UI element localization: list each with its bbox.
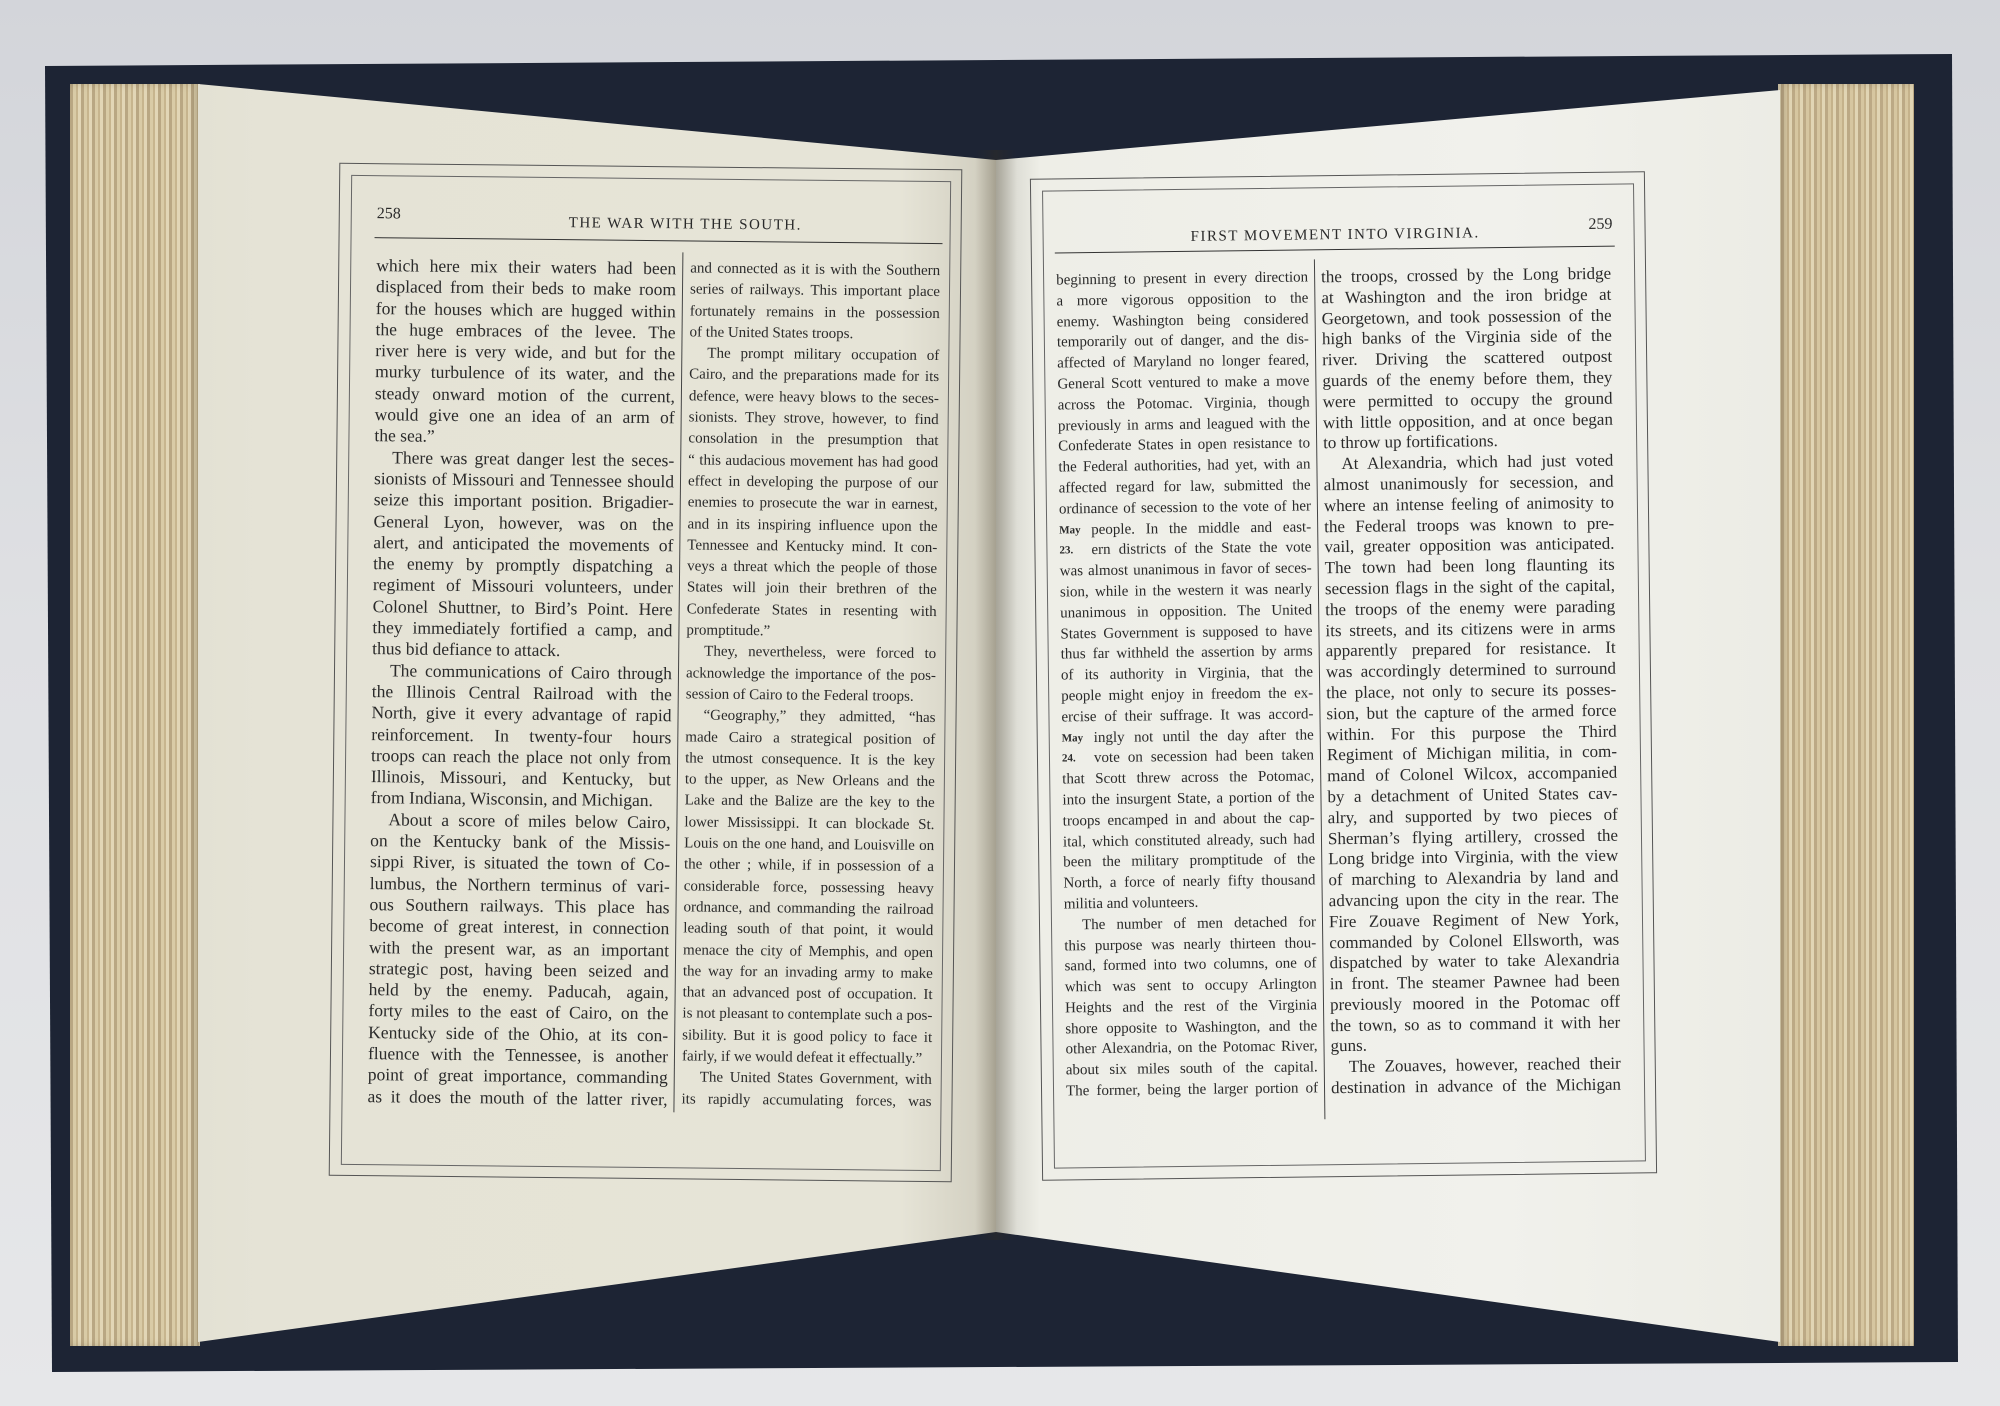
- text-line: effect in developing the purpose of our: [687, 473, 939, 493]
- text-line: held by the enemy. Paducah, again,: [368, 979, 669, 1003]
- text-line: dispatched by water to take Alexandria: [1329, 949, 1620, 973]
- text-line: from Indiana, Wisconsin, and Michigan.: [370, 787, 654, 811]
- text-line: 24. vote on secession had been taken: [1062, 746, 1314, 770]
- text-line: within. For this purpose the Third: [1326, 721, 1617, 744]
- text-line: strategic post, having been seized and: [368, 957, 669, 982]
- text-line: enemies to prosecute the war in earnest,: [687, 494, 938, 514]
- text-line: a more vigorous opposition to the: [1056, 290, 1309, 310]
- text-line: and connected as it is with the Southern: [690, 260, 941, 280]
- text-line: Georgetown, and took possession of the: [1321, 305, 1612, 328]
- text-line: and in its inspiring influence upon the: [687, 515, 938, 535]
- text-line: of the United States troops.: [689, 324, 854, 343]
- text-line: menace the city of Memphis, and open: [683, 941, 934, 961]
- text-line: The town had been long flaunting its: [1324, 554, 1615, 578]
- text-line: the town, so as to command it with her: [1330, 1012, 1621, 1035]
- margin-note: 24.: [1061, 752, 1076, 765]
- text-line: the place, not only to secure its posses-: [1326, 679, 1617, 703]
- text-line: General Scott ventured to make a move: [1057, 373, 1310, 393]
- text-line: defence, were heavy blows to the seces-: [688, 388, 939, 407]
- text-line: Kentucky side of the Ohio, at its con-: [368, 1021, 669, 1045]
- text-line: sibility. But it is good policy to face it: [682, 1027, 933, 1046]
- text-line: the sea.”: [374, 425, 435, 447]
- text-line: the Federal authorities, had yet, with an: [1058, 456, 1311, 476]
- text-line: guns.: [1330, 1036, 1368, 1056]
- text-line: North, a force of nearly fifty thousand: [1063, 872, 1316, 892]
- text-line: The United States Government, with: [699, 1069, 932, 1089]
- text-line: About a score of miles below Cairo,: [388, 809, 671, 832]
- text-line: seize this important position. Brigadier-: [373, 489, 674, 513]
- text-line: apparently prepared for resistance. It: [1325, 638, 1616, 661]
- text-line: series of railways. This important place: [689, 281, 941, 301]
- text-line: people might enjoy in freedom the ex-: [1061, 685, 1314, 705]
- right-page-content: [1030, 171, 1658, 1181]
- text-line: river. Driving the scattered outpost: [1322, 346, 1613, 370]
- text-line: for the houses which are hugged within: [375, 297, 676, 321]
- margin-note: May: [1061, 731, 1084, 744]
- text-line: consolation in the presumption that: [688, 430, 939, 450]
- text-line: considerable force, possessing heavy: [683, 878, 934, 897]
- text-line: secession flags in the sight of the capital,: [1324, 575, 1616, 599]
- text-line: on the Kentucky bank of the Missis-: [370, 830, 671, 854]
- text-line: beginning to present in every direction: [1056, 269, 1309, 289]
- text-line: veys a threat which the people of those: [687, 558, 938, 578]
- text-line: sionists of Missouri and Tennessee should: [373, 468, 675, 492]
- running-head: THE WAR WITH THE SOUTH.: [568, 215, 803, 234]
- text-line: previously moored in the Potomac off: [1329, 991, 1621, 1015]
- text-line: “Geography,” they admitted, “has: [703, 707, 936, 727]
- margin-note: May: [1059, 523, 1081, 537]
- text-line: point of great importance, commanding: [367, 1064, 668, 1088]
- text-line: which here mix their waters had been: [376, 255, 677, 279]
- text-line: fairly, if we would defeat it effectually.”: [681, 1048, 923, 1067]
- text-line: sion, while in the western it was nearly: [1059, 581, 1313, 601]
- text-line: Tennessee and Kentucky mind. It con-: [687, 537, 938, 556]
- text-line: The communications of Cairo through: [389, 659, 673, 683]
- page-number: 258: [376, 205, 401, 223]
- text-line: The Zouaves, however, reached their: [1348, 1053, 1621, 1077]
- text-line: thus bid defiance to attack.: [372, 638, 561, 661]
- text-line: affected of Maryland no longer feared,: [1057, 352, 1310, 372]
- text-line: the troops, crossed by the Long bridge: [1320, 263, 1612, 287]
- text-line: river here is very wide, and but for the: [375, 340, 676, 364]
- text-line: regiment of Missouri volunteers, under: [372, 574, 673, 598]
- text-line: States Government is supposed to have: [1060, 622, 1313, 643]
- text-line: ital, which constituted already, such had: [1062, 830, 1316, 850]
- text-line: as it does the mouth of the latter river,: [367, 1085, 668, 1109]
- text-line: May people. In the middle and east-: [1059, 517, 1311, 541]
- text-line: its rapidly accumulating forces, was: [681, 1090, 932, 1110]
- text-line: ous Southern railways. This place has: [369, 894, 670, 918]
- text-line: the way for an invading army to make: [682, 963, 933, 982]
- text-column-2: [1321, 264, 1621, 1099]
- text-line: other Alexandria, on the Potomac River,: [1065, 1038, 1318, 1058]
- text-line: At Alexandria, which had just voted: [1341, 450, 1614, 474]
- text-line: thus far withheld the assertion by arms: [1060, 643, 1313, 663]
- text-line: alry, and supported by two pieces of: [1327, 804, 1618, 827]
- text-line: become of great interest, in connection: [369, 915, 670, 939]
- text-line: The number of men detached for: [1081, 914, 1317, 933]
- text-line: Regiment of Michigan militia, in com-: [1326, 741, 1618, 765]
- text-line: lumbus, the Northern terminus of vari-: [369, 872, 670, 896]
- text-line: to throw up fortifications.: [1323, 431, 1498, 453]
- text-line: by a detachment of United States cav-: [1327, 783, 1618, 807]
- text-line: Heights and the rest of the Virginia: [1064, 997, 1318, 1017]
- text-line: session of Cairo to the Federal troops.: [685, 686, 914, 705]
- text-line: were permitted to occupy the ground: [1322, 388, 1613, 412]
- text-line: that an advanced post of occupation. It: [682, 984, 933, 1004]
- text-line: mand of Colonel Wilcox, accompanied: [1327, 762, 1618, 786]
- text-line: lower Mississippi. It can blockade St.: [684, 814, 935, 833]
- text-line: Fire Zouave Regiment of New York,: [1328, 908, 1620, 931]
- text-line: acknowledge the importance of the pos-: [685, 665, 937, 684]
- text-line: is not pleasant to contemplate such a pos-: [682, 1005, 933, 1025]
- text-line: The former, being the larger portion of: [1065, 1080, 1319, 1100]
- text-line: made Cairo a strategical position of: [685, 728, 936, 748]
- text-line: that Scott threw across the Potomac,: [1062, 768, 1315, 788]
- text-line: the huge embraces of the levee. The: [375, 319, 676, 343]
- text-column-1: [1056, 267, 1318, 1102]
- text-line: North, give it every advantage of rapid: [371, 702, 672, 726]
- text-line: They, nevertheless, were forced to: [704, 643, 937, 663]
- text-line: in front. The steamer Pawnee had been: [1329, 970, 1620, 994]
- text-line: sion, but the capture of the armed force: [1326, 700, 1617, 723]
- text-line: the enemy by promptly dispatching a: [373, 553, 674, 577]
- text-line: its streets, and its citizens were in arms: [1325, 617, 1616, 640]
- text-line: fortunately remains in the possession: [689, 303, 940, 322]
- running-head: FIRST MOVEMENT INTO VIRGINIA.: [1190, 225, 1480, 245]
- text-line: The prompt military occupation of: [707, 345, 940, 365]
- text-line: sand, formed into two columns, one of: [1064, 955, 1317, 975]
- text-line: the troops of the enemy were parading: [1325, 596, 1616, 619]
- page-edges-right: [1778, 84, 1914, 1346]
- text-line: been the military promptitude of the: [1063, 851, 1316, 871]
- text-line: forty miles to the east of Cairo, on the: [368, 1000, 669, 1024]
- text-line: States will join their brethren of the: [686, 579, 937, 599]
- text-line: at Washington and the iron bridge at: [1321, 284, 1612, 308]
- text-line: ordinance of secession to the vote of her: [1058, 498, 1312, 518]
- text-line: ercise of their suffrage. It was accord-: [1061, 706, 1314, 726]
- text-line: murky turbulence of its water, and the: [375, 361, 676, 385]
- text-line: Lake and the Balize are the key to the: [684, 792, 935, 812]
- text-line: ordnance, and commanding the railroad: [683, 899, 934, 918]
- text-line: reinforcement. In twenty-four hours: [371, 723, 672, 747]
- text-line: fluence with the Tennessee, is another: [367, 1043, 669, 1067]
- text-line: they immediately fortified a camp, and: [372, 617, 673, 641]
- text-line: was almost unanimous in favor of seces-: [1059, 560, 1312, 580]
- text-line: Louis on the one hand, and Louisville on: [684, 835, 935, 855]
- page-edges-left: [70, 84, 200, 1346]
- text-line: Colonel Shuttner, to Bird’s Point. Here: [372, 595, 673, 620]
- text-line: enemy. Washington being considered: [1056, 310, 1309, 331]
- text-line: which was sent to occupy Arlington: [1064, 976, 1317, 996]
- text-line: displaced from their beds to make room: [375, 276, 677, 300]
- text-line: where an intense feeling of animosity to: [1323, 492, 1615, 515]
- text-line: militia and volunteers.: [1063, 894, 1199, 913]
- text-line: shore opposite to Washington, and the: [1065, 1018, 1318, 1038]
- text-line: high banks of the Virginia side of the: [1321, 326, 1612, 349]
- text-line: vail, greater opposition was anticipated.: [1324, 534, 1615, 557]
- text-line: Sherman’s flying artillery, crossed the: [1327, 825, 1619, 848]
- text-line: with little opposition, and at once began: [1322, 409, 1613, 432]
- text-line: destination in advance of the Michigan: [1330, 1074, 1622, 1098]
- text-line: was accordingly determined to surround: [1325, 658, 1617, 682]
- text-line: General Lyon, however, was on the: [373, 510, 674, 534]
- text-line: commanded by Colonel Ellsworth, was: [1329, 929, 1620, 952]
- left-page-content: [329, 163, 964, 1183]
- text-line: this purpose was nearly thirteen thou-: [1064, 934, 1317, 954]
- text-line: unanimous in opposition. The United: [1060, 602, 1313, 622]
- text-line: Illinois, Missouri, and Kentucky, but: [370, 766, 671, 790]
- text-line: Cairo, and the preparations made for its: [689, 366, 940, 386]
- text-column-2: [681, 258, 940, 1112]
- text-line: advancing upon the city in the rear. The: [1328, 887, 1619, 911]
- text-line: to the upper, as New Orleans and the: [684, 771, 935, 791]
- text-line: sippi River, is situated the town of Co-: [369, 851, 671, 875]
- margin-note: 23.: [1059, 544, 1074, 557]
- text-line: “ this audacious movement has had good: [688, 452, 939, 471]
- text-line: with the present war, as an important: [369, 936, 670, 960]
- text-line: troops can reach the place not only from: [371, 744, 672, 769]
- text-line: the Illinois Central Railroad with the: [371, 681, 672, 705]
- text-line: 23. ern districts of the State the vote: [1059, 538, 1311, 562]
- text-line: about six miles south of the capital.: [1065, 1059, 1318, 1079]
- text-line: alert, and anticipated the movements of: [373, 531, 674, 556]
- text-line: Confederate States in resenting with: [686, 601, 937, 620]
- text-line: the Federal troops was known to pre-: [1324, 513, 1615, 536]
- text-line: sionists. They strove, however, to find: [688, 409, 939, 429]
- text-line: steady onward motion of the current,: [374, 382, 676, 407]
- text-line: affected regard for law, submitted the: [1058, 477, 1311, 497]
- text-line: May ingly not until the day after the: [1062, 725, 1314, 749]
- text-line: of its authority in Virginia, that the: [1060, 664, 1314, 684]
- book-gutter: [975, 150, 1017, 1240]
- text-line: the utmost consequence. It is the key: [685, 750, 936, 769]
- text-line: into the insurgent State, a portion of the: [1062, 789, 1315, 809]
- text-line: temporarily out of danger, and the dis-: [1056, 331, 1309, 351]
- text-line: across the Potomac. Virginia, though: [1057, 394, 1310, 414]
- text-line: of marching to Alexandria by land and: [1328, 866, 1619, 890]
- text-column-1: [367, 255, 676, 1110]
- text-line: almost unanimously for secession, and: [1323, 471, 1614, 495]
- text-line: the other ; while, if in possession of a: [683, 856, 935, 876]
- page-number: 259: [1588, 215, 1613, 233]
- text-line: promptitude.”: [686, 622, 771, 640]
- text-line: guards of the enemy before them, they: [1322, 367, 1613, 391]
- text-line: troops encamped in and about the cap-: [1062, 810, 1315, 830]
- text-line: previously in arms and leagued with the: [1057, 414, 1310, 435]
- text-line: would give one an idea of an arm of: [374, 404, 675, 428]
- text-line: Confederate States in open resistance to: [1058, 435, 1311, 455]
- text-line: leading south of that point, it would: [683, 920, 934, 940]
- text-line: Long bridge into Virginia, with the view: [1328, 845, 1619, 869]
- text-line: There was great danger lest the seces-: [392, 447, 675, 470]
